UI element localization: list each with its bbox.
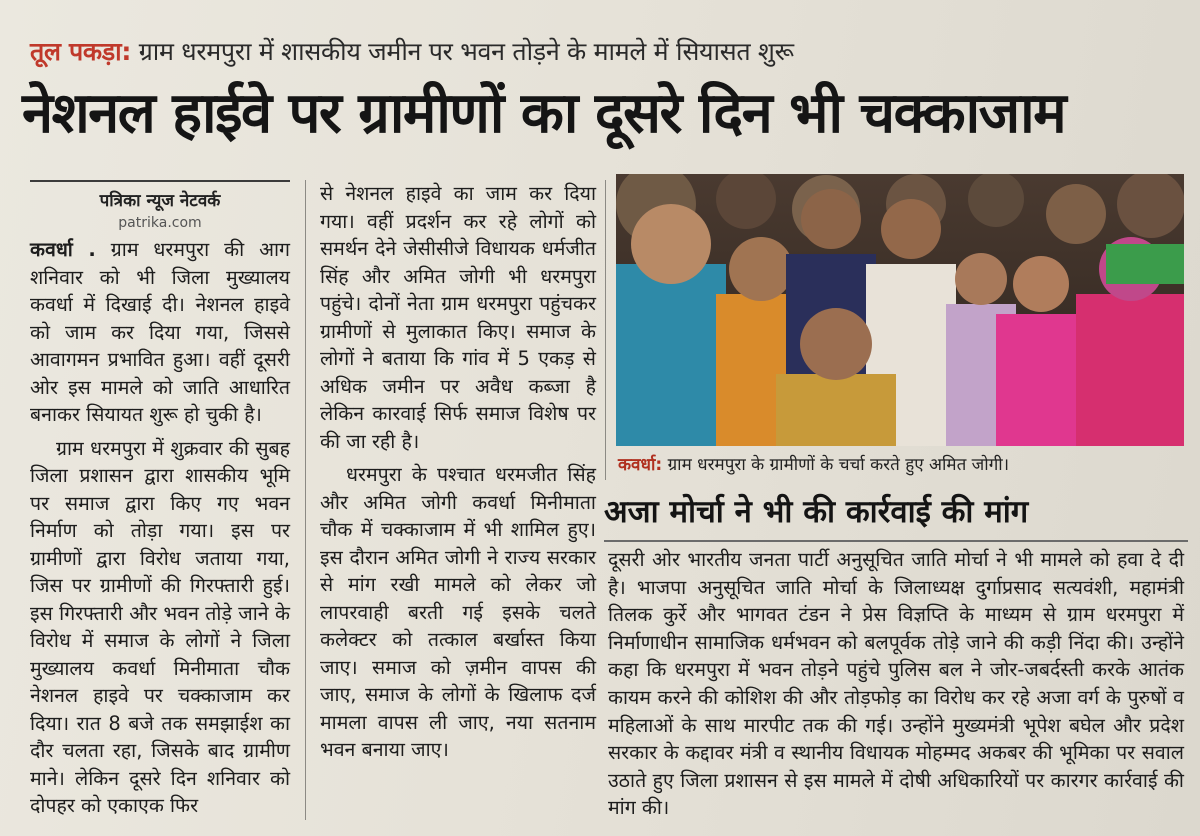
crowd-photo-illustration [616, 174, 1184, 446]
caption-place: कवर्धा: [618, 455, 663, 475]
byline-rule [30, 180, 290, 182]
caption-text: ग्राम धरमपुरा के ग्रामीणों के चर्चा करते हुए अमित जोगी। [662, 455, 1010, 475]
kicker-text: ग्राम धरमपुरा में शासकीय जमीन पर भवन तोड़ने के मामले में सियासत शुरू [131, 37, 794, 66]
article-column-1 [30, 236, 290, 826]
kicker-line [30, 34, 1150, 68]
article-column-2 [320, 180, 596, 770]
article-paragraph: ग्राम धरमपुरा में शुक्रवार की सुबह जिला प्रशासन द्वारा शासकीय भूमि पर समाज द्वारा किए गए भवन निर्माण को तोड़ा गया। इस पर ग्रामीणों द्वारा विरोध जताया गया, जिस पर ग्रामीणों की गिरफ्तारी हुई।इस गिरफ्तारी और भवन तोड़े जाने के विरोध में समाज के लोगों ने जिला मुख्यालय कवर्धा मिनीमाता चौक नेशनल हाइवे पर चक्काजाम कर दिया। रात 8 बजे तक समझाईश का दौर चलता रहा, जिसके बाद ग्रामीण माने। लेकिन दूसरे दिन शनिवार को दोपहर को एकाएक फिर [30, 436, 290, 817]
column-divider [305, 180, 306, 820]
paragraph-text: ग्राम धरमपुरा की आग शनिवार को भी जिला मुख्यालय कवर्धा में दिखाई दी। नेशनल हाइवे को जाम कर दिया गया, जिससे आवागमन प्रभावित हुआ। वहीं दूसरी ओर इस मामले को जाति आधारित बनाकर सियायत शुरू हो चुकी है। [30, 238, 290, 426]
sidebar-paragraph: दूसरी ओर भारतीय जनता पार्टी अनुसूचित जाति मोर्चा ने भी मामले को हवा दे दी है। भाजपा अनुसूचित जाति मोर्चा के जिलाध्यक्ष दुर्गाप्रसाद सत्यवंशी, महामंत्री तिलक कुर्रे और भागवत टंडन ने प्रेस विज्ञप्ति के माध्यम से ग्राम धरमपुरा में निर्माणाधीन सामाजिक धर्मभवन को बलपूर्वक तोड़े जाने की कड़ी निंदा की। उन्होंने कहा कि धरमपुरा में भवन तोड़ने पहुंचे पुलिस बल ने जोर-जबर्दस्ती करके आतंक कायम करने की कोशिश की और तोड़फोड़ का विरोध कर रहे अजा वर्ग के पुरुषों व महिलाओं के साथ मारपीट तक की गई। उन्होंने मुख्यमंत्री भूपेश बघेल और प्रदेश सरकार के कद्दावर मंत्री व स्थानीय विधायक मोहम्मद अकबर की भूमिका पर सवाल उठाते हुए जिला प्रशासन से इस मामले में दोषी अधिकारियों पर कारगर कार्रवाई की मांग की। [608, 548, 1184, 820]
article-paragraph: धरमपुरा के पश्चात धरमजीत सिंह और अमित जोगी कवर्धा मिनीमाता चौक में चक्काजाम में भी शामिल हुए। इस दौरान अमित जोगी ने राज्य सरकार से मांग रखी मामले को लेकर जो लापरवाही बरती गई इसके चलते कलेक्टर को तत्काल बर्खास्त किया जाए। समाज को ज़मीन वापस की जाए, समाज के लोगों के खिलाफ दर्ज मामला वापस ली जाए, नया सतनाम भवन बनाया जाए। [320, 463, 596, 761]
article-paragraph: से नेशनल हाइवे का जाम कर दिया गया। वहीं प्रदर्शन कर रहे लोगों को समर्थन देने जेसीसीजे विधायक धर्मजीत सिंह और अमित जोगी भी धरमपुरा पहुंचे। दोनों नेता ग्राम धरमपुरा पहुंचकर ग्रामीणों से मुलाकात किए। समाज के लोगों ने बताया कि गांव में 5 एकड़ से अधिक जमीन पर अवैध कब्जा है लेकिन कारवाई सिर्फ समाज विशेष पर की जा रही है। [320, 182, 596, 453]
kicker-lead: तूल पकड़ा: [30, 37, 132, 66]
article-paragraph [30, 236, 290, 429]
sidebar-heading: अजा मोर्चा ने भी की कार्रवाई की मांग [604, 490, 1188, 542]
photo-caption [618, 452, 1184, 475]
dateline: कवर्धा . [30, 238, 96, 261]
byline [30, 180, 290, 231]
column-divider [605, 180, 606, 480]
byline-name: पत्रिका न्यूज नेटवर्क [99, 191, 221, 211]
news-photo [616, 174, 1184, 446]
sidebar-body [608, 546, 1184, 822]
headline: नेशनल हाईवे पर ग्रामीणों का दूसरे दिन भी चक्काजाम [22, 81, 1066, 146]
byline-site: patrika.com [118, 215, 202, 231]
